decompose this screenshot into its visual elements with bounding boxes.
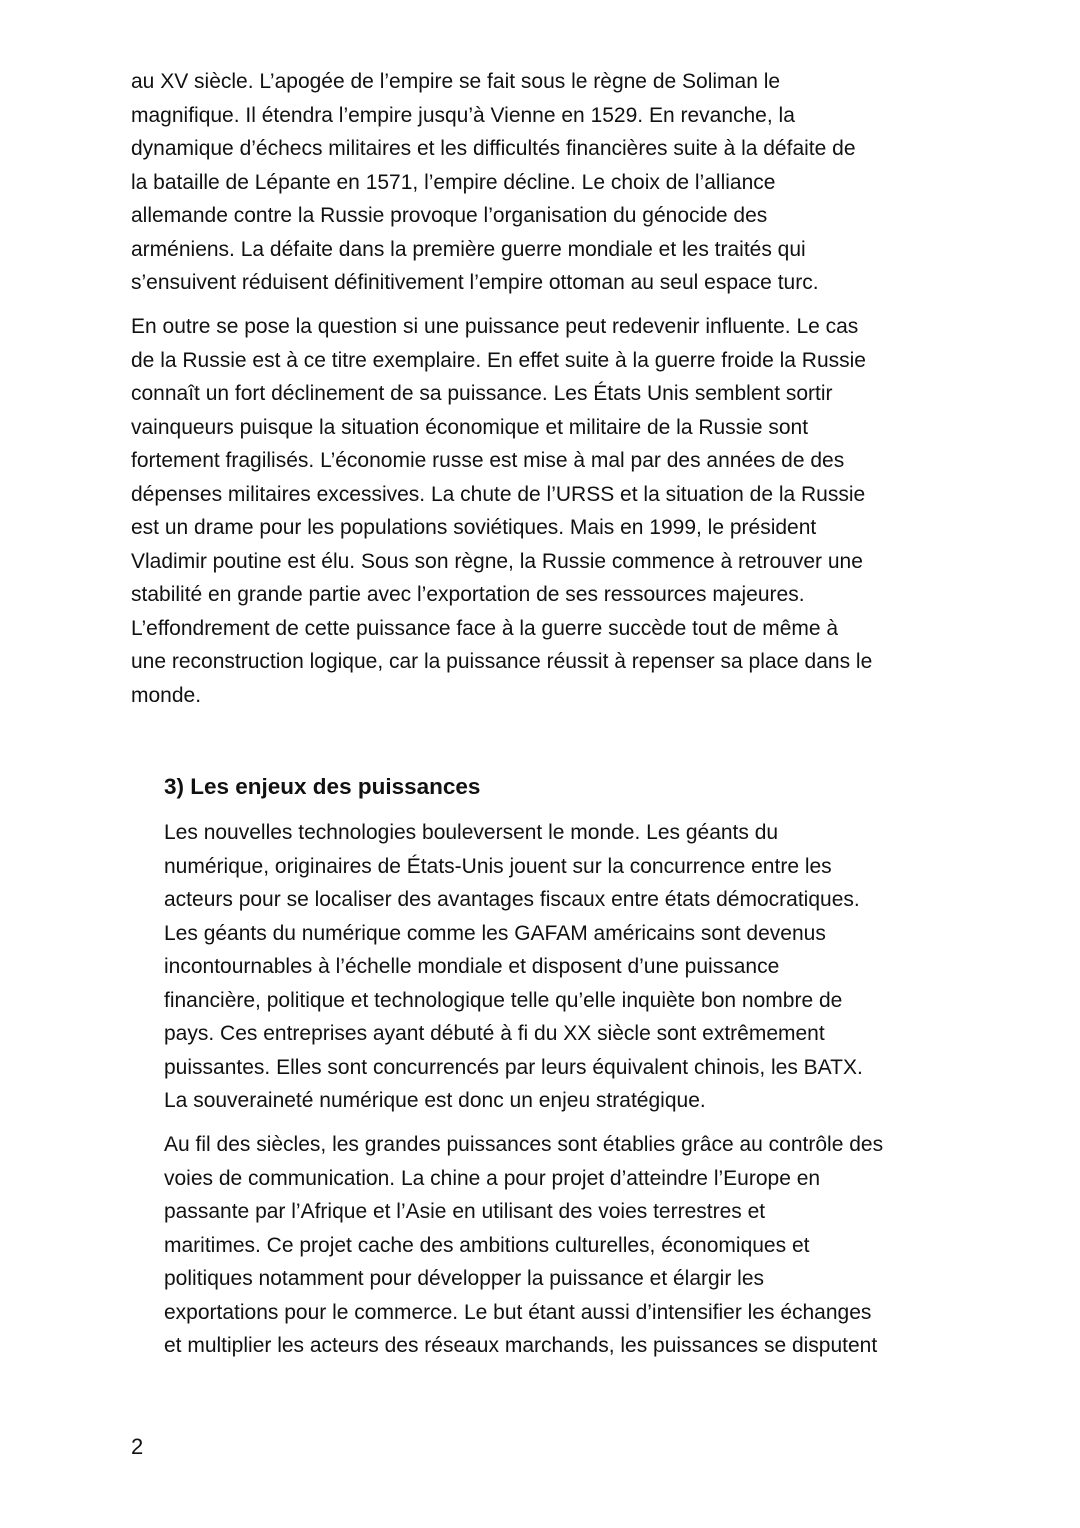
- text-line: En outre se pose la question si une puissance peut redevenir influente. Le cas: [131, 315, 859, 338]
- text-line: acteurs pour se localiser des avantages fiscaux entre états démocratiques.: [164, 888, 860, 911]
- text-line: incontournables à l’échelle mondiale et disposent d’une puissance: [164, 955, 780, 978]
- text-line: L’effondrement de cette puissance face à la guerre succède tout de même à: [131, 616, 839, 640]
- text-line: puissantes. Elles sont concurrencés par leurs équivalent chinois, les BATX.: [164, 1055, 863, 1079]
- section-heading: 3) Les enjeux des puissances: [164, 774, 481, 799]
- text-line: Vladimir poutine est élu. Sous son règne, la Russie commence à retrouver une: [131, 549, 863, 573]
- text-line: de la Russie est à ce titre exemplaire. En effet suite à la guerre froide la Russie: [131, 348, 866, 372]
- text-line: Au fil des siècles, les grandes puissances sont établies grâce au contrôle des: [164, 1133, 884, 1156]
- text-line: exportations pour le commerce. Le but étant aussi d’intensifier les échanges: [164, 1300, 872, 1324]
- text-line: Les géants du numérique comme les GAFAM américains sont devenus: [164, 921, 826, 945]
- text-line: pays. Ces entreprises ayant débuté à fi du XX siècle sont extrêmement: [164, 1022, 825, 1045]
- text-line: numérique, originaires de États-Unis jouent sur la concurrence entre les: [164, 854, 832, 878]
- page-number: 2: [131, 1434, 144, 1459]
- text-line: allemande contre la Russie provoque l’organisation du génocide des: [131, 204, 768, 227]
- text-line: maritimes. Ce projet cache des ambitions culturelles, économiques et: [164, 1233, 810, 1257]
- text-line: financière, politique et technologique telle qu’elle inquiète bon nombre de: [164, 988, 843, 1012]
- text-line: et multiplier les acteurs des réseaux marchands, les puissances se disputent: [164, 1334, 878, 1357]
- text-line: monde.: [131, 683, 202, 707]
- text-line: connaît un fort déclinement de sa puissance. Les États Unis semblent sortir: [131, 382, 833, 405]
- text-line: la bataille de Lépante en 1571, l’empire décline. Le choix de l’alliance: [131, 170, 776, 194]
- text-line: magnifique. Il étendra l’empire jusqu’à Vienne en 1529. En revanche, la: [131, 103, 795, 127]
- text-line: La souveraineté numérique est donc un enjeu stratégique.: [164, 1089, 706, 1112]
- text-line: voies de communication. La chine a pour projet d’atteindre l’Europe en: [164, 1166, 821, 1190]
- text-line: politiques notamment pour développer la puissance et élargir les: [164, 1267, 765, 1290]
- text-line: s’ensuivent réduisent définitivement l’empire ottoman au seul espace turc.: [131, 271, 819, 294]
- text-line: arméniens. La défaite dans la première guerre mondiale et les traités qui: [131, 237, 806, 261]
- text-line: stabilité en grande partie avec l’exportation de ses ressources majeures.: [131, 583, 805, 606]
- text-line: dépenses militaires excessives. La chute de l’URSS et la situation de la Russie: [131, 482, 866, 506]
- text-line: Les nouvelles technologies bouleversent le monde. Les géants du: [164, 821, 779, 844]
- text-line: passante par l’Afrique et l’Asie en utilisant des voies terrestres et: [164, 1200, 766, 1223]
- text-line: est un drame pour les populations soviétiques. Mais en 1999, le président: [131, 516, 817, 539]
- text-line: une reconstruction logique, car la puissance réussit à repenser sa place dans le: [131, 650, 873, 673]
- text-line: vainqueurs puisque la situation économique et militaire de la Russie sont: [131, 415, 809, 439]
- text-line: fortement fragilisés. L’économie russe est mise à mal par des années de des: [131, 449, 845, 472]
- text-line: au XV siècle. L’apogée de l’empire se fait sous le règne de Soliman le: [131, 70, 781, 93]
- text-line: dynamique d’échecs militaires et les difficultés financières suite à la défaite de: [131, 137, 856, 160]
